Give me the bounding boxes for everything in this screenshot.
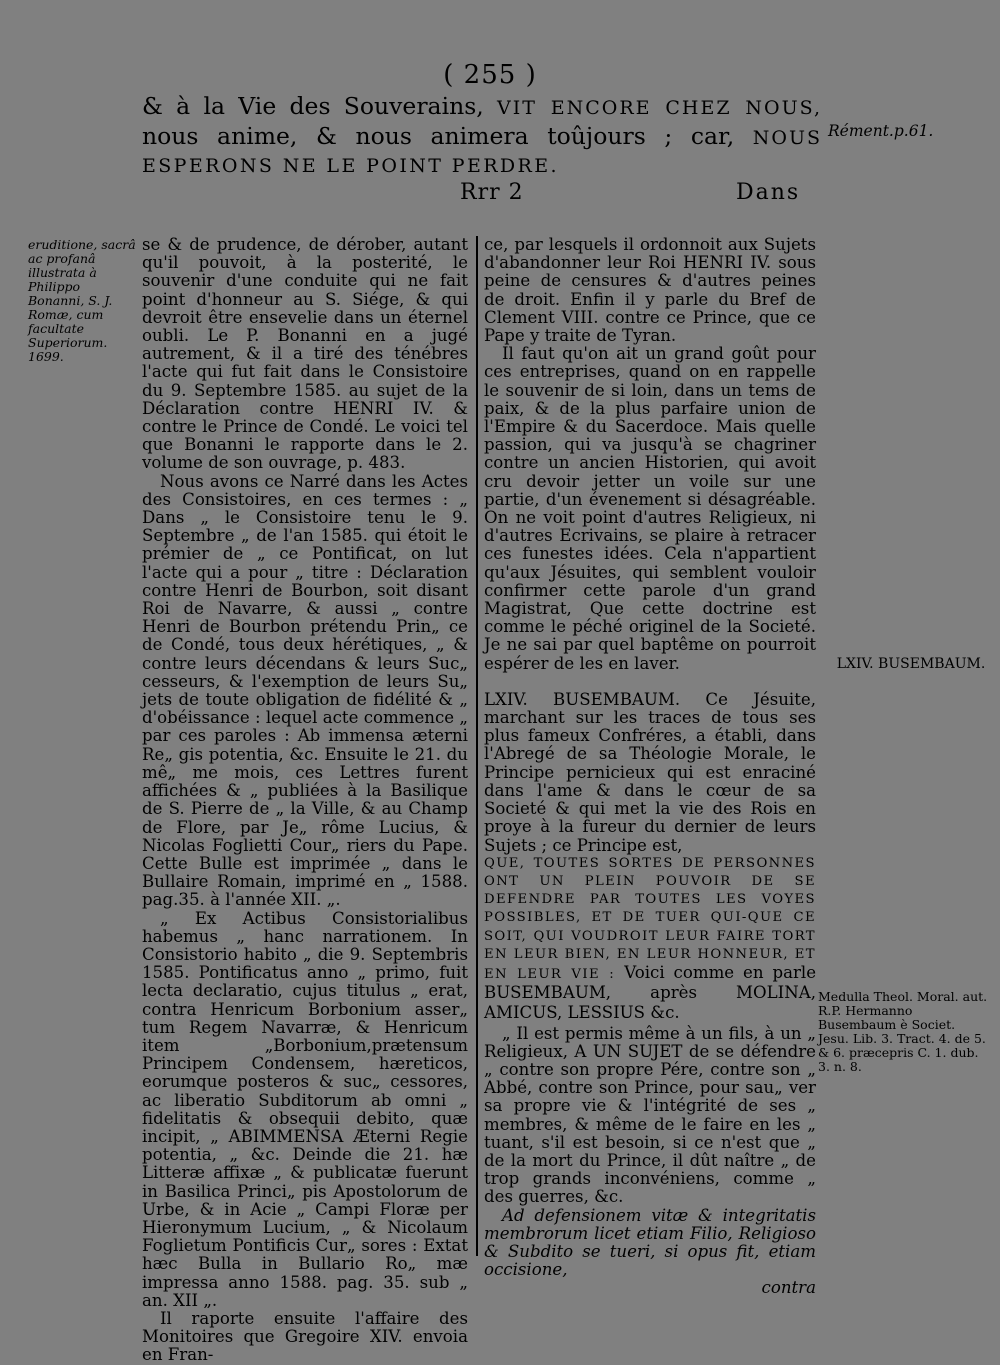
running-header	[142, 92, 822, 180]
column-catchword: contra	[761, 1278, 816, 1298]
column-divider	[476, 236, 478, 1256]
text-column-left	[142, 236, 468, 1365]
catchword: Dans	[736, 180, 801, 205]
signature-mark: Rrr 2	[460, 180, 524, 205]
latin-quote: Ad defensionem vitæ & integritatis membrorum licet etiam Filio, Religioso & Subdito se tueri, si opus fit, etiam occisione,	[484, 1205, 816, 1280]
paragraph: Nous avons ce Narré dans les Actes des Consistoires, en ces termes : „ Dans „ le Consistoire tenu le 9. Septembre „ de l'an 1585. qui étoit le prémier de „ ce Pontificat, on lut l'acte qui a pour „ titre : Déclaration contre Henri de Bourbon, soit disant Roi de Navarre, & aussi „ contre Henri de Bourbon prétendu Prin„ ce de Condé, tous deux hérétiques, „ & contre leurs décendans & leurs Suc„ cesseurs, & l'exemption de leurs Su„ jets de toute obligation de fidélité & „ d'obéissance : lequel acte commence „ par ces paroles : Ab immensa æterni Re„ gis potentia, &c. Ensuite le 21. du mê„ me mois, ces Lettres furent affichées & „ publiées à la Basilique de S. Pierre de „ la Ville, & au Champ de Flore, par Je„ rôme Lucius, & Nicolas Foglietti Cour„ riers du Pape. Cette Bulle est imprimée „ dans le Bullaire Romain, imprimé en „ 1588. pag.35. à l'année XII. „.	[142, 471, 468, 910]
page-number: ( 255 )	[443, 60, 537, 90]
paragraph: ce, par lesquels il ordonnoit aux Sujets d'abandonner leur Roi HENRI IV. sous peine de censures & d'autres peines de droit. Enfin il y parle du Bref de Clement VIII. contre ce Prince, que ce Pape y traite de Tyran.	[484, 235, 816, 346]
paragraph: Il raporte ensuite l'affaire des Monitoires que Gregoire XIV. envoia en Fran-	[142, 1308, 468, 1365]
margin-note-left: eruditione, sacrâ ac profanâ illustrata à Philippo Bonanni, S. J. Romæ, cum facultate Superiorum. 1699.	[28, 237, 136, 364]
capitals-quote: QUE, TOUTES SORTES DE PERSONNES ONT UN PLEIN POUVOIR DE SE DEFENDRE PAR TOUTES LES VOYES POSSIBLES, ET DE TUER QUI-QUE CE SOIT, QUI VOUDROIT LEUR FAIRE TORT EN LEUR BIEN, EN LEUR HONNEUR, ET EN LEUR VIE : Voici comme en parle BUSEMBAUM, après MOLINA, AMICUS, LESSIUS &c.	[484, 855, 817, 1023]
paragraph: „ Ex Actibus Consistorialibus habemus „ hanc narrationem. In Consistorio habito „ die 9. Septembris 1585. Pontificatus anno „ primo, fuit lecta declaratio, cujus titulus „ erat, contra Henricum Borbonium asser„ tum Regem Navarræ, & Henricum item „Borbonium,prætensum Principem Condensem, hæreticos, eorumque posteros & suc„ cessores, ac liberatio Subditorum ab omni „ fidelitatis & obsequii debito, quæ incipit, „ ABIMMENSA Æterni Regie potentia, „ &c. Deinde die 21. hæ Litteræ affixæ „ & publicatæ fuerunt in Basilica Princi„ pis Apostolorum de Urbe, & in Acie „ Campi Floræ per Hieronymum Lucium, „ & Nicolaum Foglietum Pontificis Cur„ sores : Extat hæc Bulla in Bullario Ro„ mæ impressa anno 1588. pag. 35. sub „ an. XII „.	[142, 908, 468, 1310]
text-column-right	[484, 236, 816, 1298]
margin-note-top-right: Rément.p.61.	[828, 122, 934, 140]
paragraph: se & de prudence, de dérober, autant qu'il pouvoit, à la posterité, le souvenir d'une conduite qui ne fait point d'honneur au S. Siége, & qui devroit être ensevelie dans un éternel oubli. Le P. Bonanni en a jugé autrement, & il a tiré des ténébres l'acte qui fut fait dans le Consistoire du 9. Septembre 1585. au sujet de la Déclaration contre HENRI IV. & contre le Prince de Condé. Le voici tel que Bonanni le rapporte dans le 2. volume de son ouvrage, p. 483.	[142, 235, 468, 473]
paragraph: Il faut qu'on ait un grand goût pour ces entreprises, quand on en rappelle le souvenir de si loin, dans un tems de paix, & de la plus parfaire union de l'Empire & du Sacerdoce. Mais quelle passion, qui va jusqu'à se chagriner contre un ancien Historien, qui avoit cru devoir jetter un voile sur une partie, d'un évenement si désagréable. On ne voit point d'autres Religieux, ni d'autres Ecrivains, se plaire à retracer ces funestes idées. Cela n'appartient qu'aux Jésuites, qui semblent vouloir confirmer cette parole d'un grand Magistrat, Que cette doctrine est comme le péché originel de la Societé. Je ne sai par quel baptême on pourroit espérer de les en laver.	[484, 344, 816, 673]
margin-note-section: LXIV. BUSEMBAUM.	[836, 656, 986, 672]
paragraph: „ Il est permis même à un fils, à un „ Religieux, A UN SUJET de se défendre „ contre son propre Pére, contre son „ Abbé, contre son Prince, pour sau„ ver sa propre vie & l'intégrité de ses „ membres, & même de le faire en les „ tuant, s'il est besoin, si ce n'est que „ de la mort du Prince, il dût naître „ de trop grands inconvéniens, comme „ des guerres, &c.	[484, 1023, 816, 1207]
header-line-2: nous anime, & nous animera toûjours ; car, NOUS	[142, 122, 822, 150]
header-line-3: ESPERONS NE LE POINT PERDRE.	[142, 155, 559, 177]
margin-note-reference: Medulla Theol. Moral. aut. R.P. Hermanno Busembaum è Societ. Jesu. Lib. 3. Tract. 4. de 5. & 6. præcepris C. 1. dub. 3. n. 8.	[818, 989, 988, 1074]
section-paragraph: LXIV. BUSEMBAUM. Ce Jésuite, marchant sur les traces de tous ses plus fameux Confréres, a établi, dans l'Abregé de sa Théologie Morale, le Principe pernicieux qui est enraciné dans l'ame & dans le cœur de sa Societé & qui met la vie des Rois en proye à la fureur du dernier de leurs Sujets ; ce Principe est,	[484, 689, 816, 855]
header-line-1: & à la Vie des Souverains, VIT ENCORE CHEZ NOUS,	[142, 92, 822, 120]
